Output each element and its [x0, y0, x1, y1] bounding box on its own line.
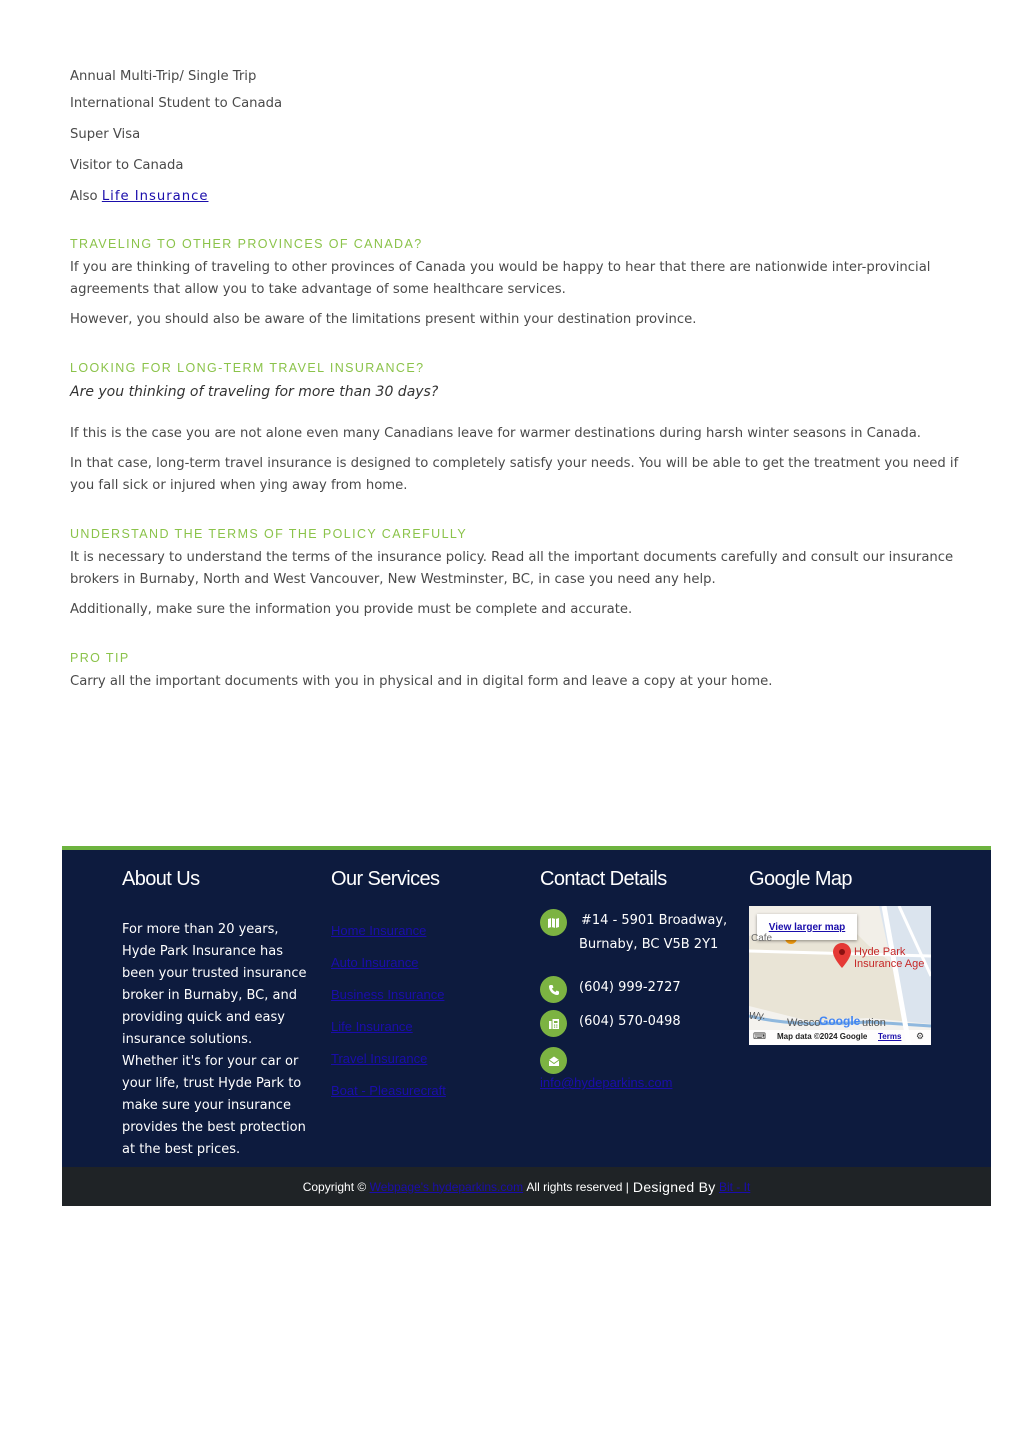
service-link-business[interactable]: Business Insurance [331, 987, 445, 1002]
service-link-life[interactable]: Life Insurance [331, 1019, 413, 1034]
gear-icon[interactable]: ⚙ [916, 1031, 925, 1041]
contact-fax [540, 1010, 681, 1037]
list-item: Annual Multi-Trip/ Single Trip [70, 69, 257, 84]
place-name-line-2: Insurance Age [854, 958, 925, 970]
address-line-2: Burnaby, BC V5B 2Y1 [579, 937, 719, 952]
service-link-home[interactable]: Home Insurance [331, 923, 427, 938]
rights-text: All rights reserved | [526, 1179, 629, 1194]
map-label-cafe: Cafe [751, 933, 773, 944]
designed-by-text: Designed By [632, 1178, 716, 1195]
fax-number: (604) 570-0498 [579, 1014, 681, 1029]
email-link[interactable]: info@hydeparkins.com [540, 1075, 673, 1090]
services-list [331, 915, 446, 1107]
insurance-type-list [70, 66, 975, 208]
paragraph: It is necessary to understand the terms of the insurance policy. Read all the important documents carefully and consult our insurance brokers in Burnaby, North and West Vancouver, New Westminster, BC, in case you need any help. [70, 550, 954, 587]
paragraph: If you are thinking of traveling to other provinces of Canada you would be happy to hear that there are nationwide inter-provincial agreements that allow you to take advantage of some healthcare services. [70, 260, 931, 297]
section-heading-long-term: LOOKING FOR LONG-TERM TRAVEL INSURANCE? [70, 361, 425, 375]
contact-email-icon-row [540, 1047, 567, 1074]
paragraph: However, you should also be aware of the limitations present within your destination province. [70, 312, 697, 327]
footer-about-title: About Us [122, 868, 200, 890]
map-label-wesco: Wesco [787, 1017, 821, 1029]
site-footer [62, 846, 991, 1167]
map-icon [540, 909, 567, 936]
map-terms-link[interactable]: Terms [878, 1032, 902, 1041]
google-logo: Google [819, 1014, 861, 1028]
footer-about [122, 864, 307, 1161]
section-heading-provinces: TRAVELING TO OTHER PROVINCES OF CANADA? [70, 237, 423, 251]
footer-contact-title: Contact Details [540, 868, 667, 890]
fax-icon [540, 1010, 567, 1037]
footer-services [331, 864, 446, 1107]
paragraph: In that case, long-term travel insurance is designed to completely satisfy your needs. You will be able to get the treatment you need if you fall sick or injured when ying away from home. [70, 456, 959, 493]
paragraph: Carry all the important documents with you in physical and in digital form and leave a copy at your home. [70, 674, 773, 689]
contact-phone [540, 976, 681, 1003]
question-text: Are you thinking of traveling for more than 30 days? [70, 384, 439, 400]
site-link[interactable]: Webpage's hydeparkins.com [369, 1179, 524, 1194]
place-name-line-1: Hyde Park [854, 946, 906, 958]
paragraph: Additionally, make sure the information you provide must be complete and accurate. [70, 602, 633, 617]
life-insurance-link[interactable]: Life Insurance [101, 189, 209, 204]
phone-icon [540, 976, 567, 1003]
phone-number: (604) 999-2727 [579, 980, 681, 995]
contact-address [540, 909, 727, 957]
main-content [70, 66, 975, 701]
service-link-boat[interactable]: Boat - Pleasurecraft [331, 1083, 446, 1098]
google-map-embed[interactable] [749, 906, 931, 1045]
footer-map-title: Google Map [749, 868, 852, 890]
map-data-attribution: Map data ©2024 Google [777, 1032, 868, 1041]
view-larger-map-link[interactable]: View larger map [768, 921, 846, 933]
designer-link[interactable]: Bit - It [718, 1179, 751, 1194]
address-text [579, 909, 727, 957]
map-label-ution: ution [862, 1017, 886, 1029]
list-item: Visitor to Canada [70, 158, 184, 173]
list-item: Super Visa [70, 127, 141, 142]
footer-map [749, 864, 852, 894]
envelope-open-icon [540, 1047, 567, 1074]
also-line [70, 186, 975, 208]
address-line-1: #14 - 5901 Broadway, [581, 913, 728, 928]
service-link-travel[interactable]: Travel Insurance [331, 1051, 428, 1066]
map-place-label [854, 946, 924, 970]
service-link-auto[interactable]: Auto Insurance [331, 955, 419, 970]
footer-services-title: Our Services [331, 868, 440, 890]
list-item: International Student to Canada [70, 96, 283, 111]
copyright-text: Copyright © [302, 1179, 367, 1194]
section-heading-pro-tip: PRO TIP [70, 651, 130, 665]
keyboard-icon[interactable]: ⌨ [753, 1031, 766, 1041]
paragraph: If this is the case you are not alone even many Canadians leave for warmer destinations during harsh winter seasons in Canada. [70, 426, 921, 441]
also-prefix: Also [70, 189, 98, 204]
copyright-bar [62, 1167, 991, 1206]
map-street-label: Wy. [749, 1011, 766, 1022]
footer-contact [540, 864, 740, 1104]
footer-about-text: For more than 20 years, Hyde Park Insurance has been your trusted insurance broker in Burnaby, BC, and providing quick and easy insurance solutions. Whether it's for your car or your life, trust Hyde Park to make sure your insurance provides the best protection at the best prices. [122, 922, 307, 1157]
section-heading-terms: UNDERSTAND THE TERMS OF THE POLICY CAREFULLY [70, 527, 468, 541]
